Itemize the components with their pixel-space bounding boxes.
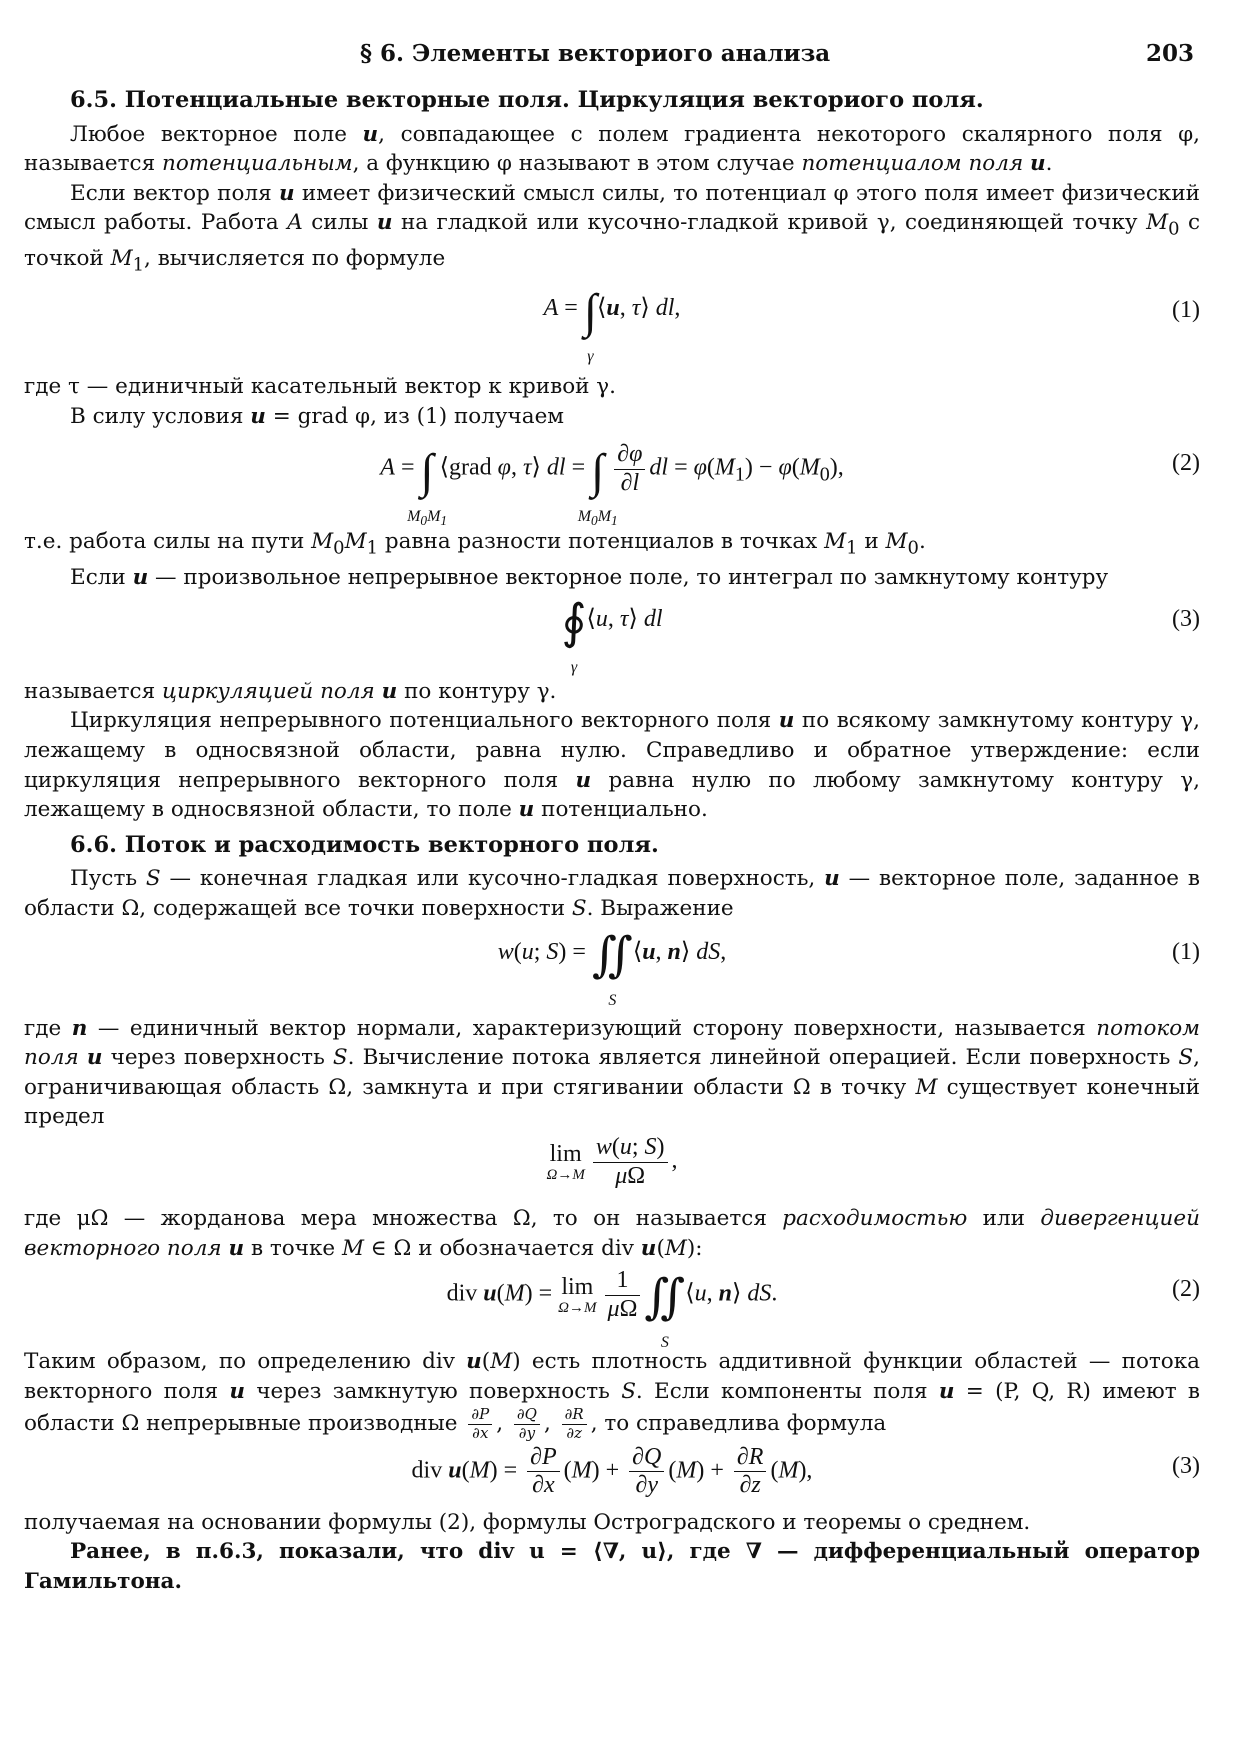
paragraph: где μΩ — жорданова мера множества Ω, то он называется расходимостью или дивергенцией векторного поля u в точке M ∈ Ω и обозначается div u(M): [24, 1205, 1200, 1261]
paragraph: называется циркуляцией поля u по контуру γ. [24, 678, 557, 704]
paragraph: Пусть S — конечная гладкая или кусочно-гладкая поверхность, u — векторное поле, заданное в области Ω, содержащей все точки поверхности S. Выражение [24, 866, 1200, 921]
paragraph: Таким образом, по определению div u(M) есть плотность аддитивной функции областей — потока векторного поля u через замкнутую поверхность S. Если компоненты поля u = (P, Q, R) имеют в области Ω непрерывные производные $\frac{\partial P}{\partial x}$ , $\frac{\partial Q}{\partial y}$ , $\frac{\partial R}{\partial z}$ , то справедлива формула [24, 1349, 1201, 1442]
paragraph: где τ — единичный касательный вектор к кривой γ. [24, 374, 616, 400]
page-number: 203 [1145, 40, 1194, 67]
paragraph: где n — единичный вектор нормали, характеризующий сторону поверхности, называется потоком поля u через поверхность S. Вычисление потока является линейной операцией. Если поверхность S, ограничивающая область Ω, замкнута и при стягивании области Ω в точку M существует конечный предел [24, 1015, 1200, 1130]
paragraph: Ранее, в п.6.3, показали, что div u = ⟨∇, u⟩, где ∇ — дифференциальный оператор Гамильтона. [24, 1539, 1200, 1595]
running-header [0, 40, 1239, 74]
formula-work: A = ∫ γ ⟨u, τ⟩ dl, (1) [543, 285, 1200, 366]
formula-potential-difference: A = ∫ $M_0M_1$ ⟨grad φ, τ⟩ dl = ∫ $M_0M_1$ $\frac{\partial\varphi}{\partial l}$ dl = $\varphi(M_1) - \varphi(M_0)$, (2) [380, 441, 1200, 529]
paragraph: получаемая на основании формулы (2), формулы Остроградского и теоремы о среднем. [24, 1509, 1031, 1535]
formula-circulation: ∮ γ ⟨u, τ⟩ dl (3) [561, 595, 1200, 676]
section-heading-6-5: 6.5. Потенциальные векторные поля. Циркуляция векториого поля. [70, 87, 984, 113]
formula-divergence-coordinates: div u(M) = $\frac{\partial P}{\partial x}$ (M) + $\frac{\partial Q}{\partial y}$ (M) + $\frac{\partial R}{\partial z}$ (M), (3) [411, 1443, 1200, 1499]
paragraph: В силу условия u = grad φ, из (1) получаем [70, 403, 565, 429]
body-text [24, 84, 1200, 1597]
paragraph: Циркуляция непрерывного потенциального векторного поля u по всякому замкнутому контуру γ, лежащему в односвязной области, равна нулю. Справедливо и обратное утверждение: если циркуляция непрерывного векторного поля u равна нулю по любому замкнутому контуру γ, лежащему в односвязной области, то поле u потенциально. [24, 708, 1200, 823]
formula-limit: lim Ω→M $\frac{w(u; S)}{\mu\Omega}$ , [546, 1133, 678, 1189]
section-heading-6-6: 6.6. Поток и расходимость векторного поля. [70, 831, 659, 858]
paragraph: Если u — произвольное непрерывное векторное поле, то интеграл по замкнутому контуру [70, 565, 1109, 591]
paragraph: т.е. работа силы на пути $M_0M_1$ равна разности потенциалов в точках $M_1$ и $M_0$. [24, 529, 926, 559]
header-title: § 6. Элементы векториого анализа [360, 40, 831, 67]
formula-flux: w(u; S) = ∬ S ⟨u, n⟩ dS, (1) [497, 928, 1200, 1009]
paragraph: Любое векторное поле u, совпадающее с полем градиента некоторого скалярного поля φ, называется потенциальным, а функцию φ называют в этом случае потенциалом поля u. [24, 121, 1200, 177]
formula-divergence-definition: div u(M) = lim Ω→M $\frac{1}{\mu\Omega}$ ∬ S ⟨u, n⟩ dS. (2) [446, 1267, 1200, 1351]
paragraph: Если вектор поля u имеет физический смысл силы, то потенциал φ этого поля имеет физический смысл работы. Работа A силы u на гладкой или кусочно-гладкой кривой γ, соединяющей точку $M_0$ с точкой $M_1$, вычисляется по формуле [24, 180, 1200, 276]
